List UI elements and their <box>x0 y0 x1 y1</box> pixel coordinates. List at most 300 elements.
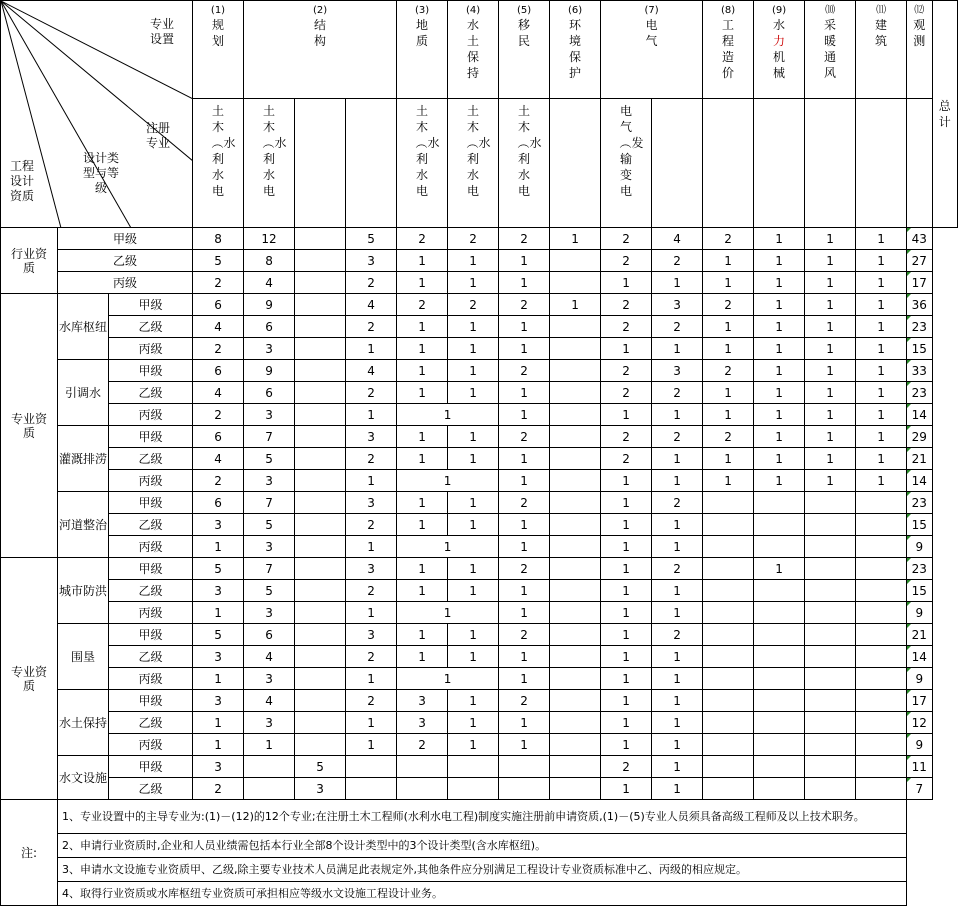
value-cell <box>754 602 805 624</box>
value-cell: 1 <box>856 250 907 272</box>
value-cell: 2 <box>601 294 652 316</box>
registered-empty <box>346 99 397 228</box>
table-row <box>1 404 958 426</box>
total-cell: 14 <box>907 646 932 668</box>
value-cell: 1 <box>703 316 754 338</box>
value-cell: 1 <box>193 734 244 756</box>
value-cell: 6 <box>244 316 295 338</box>
value-cell: 2 <box>703 228 754 250</box>
value-cell <box>805 492 856 514</box>
table-row <box>1 712 958 734</box>
value-cell <box>295 228 346 250</box>
value-cell <box>805 668 856 690</box>
value-cell <box>754 624 805 646</box>
value-cell: 1 <box>346 602 397 624</box>
value-cell <box>703 602 754 624</box>
value-cell: 1 <box>448 514 499 536</box>
value-cell: 1 <box>448 734 499 756</box>
value-cell: 1 <box>550 228 601 250</box>
value-cell: 2 <box>601 316 652 338</box>
design-type-label: 灌溉排涝 <box>58 426 109 492</box>
major-header: (7) 电气 <box>601 1 703 99</box>
value-cell: 5 <box>244 580 295 602</box>
value-cell <box>856 536 907 558</box>
grade-label: 乙级 <box>109 580 193 602</box>
value-cell: 2 <box>703 294 754 316</box>
table-row <box>1 536 958 558</box>
total-cell: 12 <box>907 712 932 734</box>
table-row <box>1 250 958 272</box>
value-cell <box>856 756 907 778</box>
total-cell: 15 <box>907 338 932 360</box>
value-cell: 1 <box>448 580 499 602</box>
value-cell <box>295 338 346 360</box>
value-cell: 4 <box>652 228 703 250</box>
value-cell <box>703 734 754 756</box>
value-cell <box>295 316 346 338</box>
value-cell <box>295 514 346 536</box>
corner-label-qualification: 工程设计资质 <box>9 159 34 203</box>
notes-label: 注: <box>1 800 58 906</box>
value-cell: 1 <box>448 558 499 580</box>
value-cell: 5 <box>346 228 397 250</box>
value-cell: 3 <box>193 690 244 712</box>
value-cell <box>754 536 805 558</box>
value-cell: 2 <box>346 382 397 404</box>
design-type-label: 水库枢纽 <box>58 294 109 360</box>
value-cell <box>805 602 856 624</box>
value-cell: 7 <box>244 492 295 514</box>
grade-label: 甲级 <box>109 558 193 580</box>
value-cell <box>805 558 856 580</box>
value-cell: 2 <box>601 250 652 272</box>
header-corner <box>1 1 193 228</box>
value-cell <box>703 536 754 558</box>
value-cell <box>295 536 346 558</box>
grade-label: 乙级 <box>109 382 193 404</box>
value-cell: 1 <box>652 690 703 712</box>
table-row <box>1 514 958 536</box>
grade-label: 乙级 <box>109 778 193 800</box>
value-cell <box>295 558 346 580</box>
value-cell: 1 <box>448 624 499 646</box>
value-cell <box>550 778 601 800</box>
value-cell: 3 <box>193 756 244 778</box>
registered-empty <box>805 99 856 228</box>
registered-empty <box>754 99 805 228</box>
value-cell: 1 <box>805 250 856 272</box>
table-row <box>1 778 958 800</box>
value-cell: 1 <box>754 360 805 382</box>
value-cell: 1 <box>703 470 754 492</box>
value-cell: 6 <box>193 426 244 448</box>
value-cell <box>448 778 499 800</box>
value-cell: 1 <box>499 470 550 492</box>
value-cell: 1 <box>754 558 805 580</box>
corner-label-registered-major: 注册专业 <box>145 121 170 150</box>
value-cell <box>856 624 907 646</box>
design-type-label: 城市防洪 <box>58 558 109 624</box>
value-cell: 1 <box>856 228 907 250</box>
value-cell: 4 <box>193 382 244 404</box>
table-row <box>1 272 958 294</box>
value-cell: 1 <box>703 404 754 426</box>
value-cell: 2 <box>193 404 244 426</box>
value-cell: 1 <box>601 558 652 580</box>
value-cell: 1 <box>601 404 652 426</box>
total-cell: 21 <box>907 448 932 470</box>
value-cell: 1 <box>754 272 805 294</box>
grade-label: 乙级 <box>109 316 193 338</box>
value-cell <box>805 536 856 558</box>
value-cell <box>346 778 397 800</box>
value-cell <box>550 316 601 338</box>
value-cell: 1 <box>652 646 703 668</box>
value-cell <box>754 492 805 514</box>
value-cell <box>295 360 346 382</box>
total-cell: 33 <box>907 360 932 382</box>
value-cell: 1 <box>703 272 754 294</box>
value-cell <box>295 426 346 448</box>
value-cell: 1 <box>856 338 907 360</box>
value-cell: 1 <box>448 360 499 382</box>
value-cell: 2 <box>601 382 652 404</box>
value-cell: 3 <box>244 338 295 360</box>
value-cell: 2 <box>193 338 244 360</box>
value-cell <box>550 756 601 778</box>
value-cell: 1 <box>397 602 499 624</box>
value-cell: 5 <box>193 250 244 272</box>
value-cell <box>703 624 754 646</box>
grade-label: 丙级 <box>58 272 193 294</box>
note-row <box>1 800 958 834</box>
note-text: 3、申请水文设施专业资质甲、乙级,除主要专业技术人员满足此表规定外,其他条件应分别满足工程设计专业资质标准中乙、丙级的相应规定。 <box>58 858 907 882</box>
value-cell <box>295 470 346 492</box>
value-cell <box>550 712 601 734</box>
value-cell <box>754 778 805 800</box>
value-cell <box>295 668 346 690</box>
value-cell: 7 <box>244 558 295 580</box>
value-cell: 7 <box>244 426 295 448</box>
value-cell <box>550 580 601 602</box>
value-cell: 1 <box>346 536 397 558</box>
value-cell <box>295 382 346 404</box>
table-row <box>1 316 958 338</box>
table-row <box>1 382 958 404</box>
value-cell: 2 <box>652 250 703 272</box>
value-cell: 2 <box>601 756 652 778</box>
value-cell: 1 <box>397 272 448 294</box>
value-cell: 1 <box>856 470 907 492</box>
value-cell: 1 <box>601 272 652 294</box>
value-cell: 1 <box>601 712 652 734</box>
value-cell <box>703 580 754 602</box>
major-header: (9) 水力机械 <box>754 1 805 99</box>
value-cell: 2 <box>499 360 550 382</box>
value-cell: 1 <box>805 228 856 250</box>
value-cell: 3 <box>244 404 295 426</box>
value-cell: 8 <box>244 250 295 272</box>
value-cell: 1 <box>652 272 703 294</box>
value-cell <box>754 756 805 778</box>
value-cell: 3 <box>346 492 397 514</box>
value-cell: 1 <box>601 734 652 756</box>
value-cell: 1 <box>652 734 703 756</box>
value-cell: 3 <box>193 580 244 602</box>
value-cell: 1 <box>652 756 703 778</box>
total-cell: 21 <box>907 624 932 646</box>
value-cell <box>295 250 346 272</box>
value-cell: 1 <box>397 404 499 426</box>
value-cell: 1 <box>397 316 448 338</box>
value-cell <box>856 492 907 514</box>
value-cell: 1 <box>601 470 652 492</box>
corner-label-design-type: 设计类型与等级 <box>82 151 119 195</box>
grade-label: 丙级 <box>109 734 193 756</box>
value-cell: 1 <box>499 668 550 690</box>
value-cell: 1 <box>652 404 703 426</box>
value-cell: 1 <box>754 228 805 250</box>
value-cell: 1 <box>754 382 805 404</box>
value-cell: 1 <box>397 382 448 404</box>
value-cell: 1 <box>601 536 652 558</box>
note-text: 1、专业设置中的主导专业为:(1)－(12)的12个专业;在注册土木工程师(水利水电工程)制度实施注册前申请资质,(1)－(5)专业人员须具备高级工程师及以上技术职务。 <box>58 800 907 834</box>
section-label: 专业资质 <box>1 558 58 800</box>
table-row <box>1 228 958 250</box>
value-cell <box>295 492 346 514</box>
value-cell: 1 <box>499 404 550 426</box>
value-cell <box>805 778 856 800</box>
industry-label: 行业资质 <box>1 228 58 294</box>
value-cell <box>295 448 346 470</box>
value-cell: 1 <box>448 316 499 338</box>
value-cell: 6 <box>193 492 244 514</box>
table-row <box>1 580 958 602</box>
grade-label: 乙级 <box>109 646 193 668</box>
table-row <box>1 492 958 514</box>
value-cell <box>856 602 907 624</box>
value-cell: 1 <box>397 426 448 448</box>
table-row <box>1 426 958 448</box>
value-cell: 1 <box>754 404 805 426</box>
value-cell: 1 <box>754 470 805 492</box>
grade-label: 甲级 <box>109 492 193 514</box>
value-cell: 5 <box>193 624 244 646</box>
value-cell: 1 <box>448 272 499 294</box>
grade-label: 乙级 <box>109 712 193 734</box>
value-cell: 1 <box>805 316 856 338</box>
value-cell <box>295 734 346 756</box>
value-cell: 1 <box>601 492 652 514</box>
table-row <box>1 668 958 690</box>
value-cell: 1 <box>397 624 448 646</box>
value-cell: 1 <box>397 668 499 690</box>
total-header: 总计 <box>932 1 957 228</box>
major-header: (8) 工程造价 <box>703 1 754 99</box>
value-cell: 3 <box>397 712 448 734</box>
value-cell <box>295 272 346 294</box>
value-cell <box>550 250 601 272</box>
value-cell: 1 <box>601 580 652 602</box>
value-cell: 2 <box>652 316 703 338</box>
note-row <box>1 834 958 858</box>
value-cell <box>754 734 805 756</box>
table-row <box>1 448 958 470</box>
note-row <box>1 882 958 906</box>
value-cell <box>550 514 601 536</box>
major-header: (3) 地质 <box>397 1 448 99</box>
value-cell: 1 <box>499 448 550 470</box>
value-cell <box>703 712 754 734</box>
value-cell: 1 <box>397 338 448 360</box>
value-cell: 1 <box>601 690 652 712</box>
value-cell: 3 <box>652 360 703 382</box>
value-cell <box>703 646 754 668</box>
value-cell: 1 <box>346 734 397 756</box>
table-row <box>1 734 958 756</box>
value-cell: 2 <box>601 426 652 448</box>
value-cell: 5 <box>244 448 295 470</box>
value-cell: 2 <box>652 624 703 646</box>
value-cell <box>703 514 754 536</box>
value-cell: 1 <box>346 712 397 734</box>
value-cell: 2 <box>499 690 550 712</box>
value-cell: 1 <box>499 272 550 294</box>
value-cell: 4 <box>193 448 244 470</box>
value-cell: 1 <box>397 492 448 514</box>
value-cell <box>499 756 550 778</box>
value-cell <box>346 756 397 778</box>
value-cell: 3 <box>193 646 244 668</box>
value-cell: 1 <box>448 382 499 404</box>
value-cell: 1 <box>703 448 754 470</box>
value-cell: 1 <box>448 646 499 668</box>
value-cell: 1 <box>397 558 448 580</box>
value-cell: 1 <box>754 250 805 272</box>
value-cell: 2 <box>448 294 499 316</box>
value-cell: 2 <box>703 426 754 448</box>
value-cell: 9 <box>244 360 295 382</box>
value-cell <box>703 690 754 712</box>
value-cell: 2 <box>346 690 397 712</box>
value-cell <box>754 580 805 602</box>
value-cell: 1 <box>193 668 244 690</box>
value-cell <box>805 624 856 646</box>
value-cell: 3 <box>244 602 295 624</box>
value-cell <box>499 778 550 800</box>
value-cell <box>550 668 601 690</box>
total-cell: 9 <box>907 734 932 756</box>
value-cell: 1 <box>499 250 550 272</box>
value-cell: 9 <box>244 294 295 316</box>
value-cell: 6 <box>193 294 244 316</box>
value-cell: 3 <box>397 690 448 712</box>
value-cell: 1 <box>754 294 805 316</box>
value-cell: 5 <box>193 558 244 580</box>
value-cell: 1 <box>193 712 244 734</box>
grade-label: 甲级 <box>109 360 193 382</box>
value-cell: 1 <box>856 294 907 316</box>
registered-civil: 土木︵水利水电 <box>499 99 550 228</box>
value-cell <box>856 558 907 580</box>
value-cell: 1 <box>652 778 703 800</box>
major-header: (1) 规划 <box>193 1 244 99</box>
value-cell: 1 <box>397 514 448 536</box>
value-cell: 1 <box>448 712 499 734</box>
registered-civil: 土木︵水利水电 <box>244 99 295 228</box>
value-cell: 1 <box>652 448 703 470</box>
value-cell: 1 <box>499 316 550 338</box>
value-cell <box>295 712 346 734</box>
value-cell <box>550 470 601 492</box>
value-cell: 1 <box>601 624 652 646</box>
value-cell: 1 <box>856 404 907 426</box>
value-cell <box>397 778 448 800</box>
registered-civil: 土木︵水利水电 <box>397 99 448 228</box>
value-cell: 1 <box>805 360 856 382</box>
grade-label: 乙级 <box>109 448 193 470</box>
total-cell: 15 <box>907 580 932 602</box>
value-cell: 1 <box>346 668 397 690</box>
grade-label: 甲级 <box>109 756 193 778</box>
value-cell <box>856 580 907 602</box>
design-type-label: 河道整治 <box>58 492 109 558</box>
value-cell: 1 <box>397 250 448 272</box>
section-label: 专业资质 <box>1 294 58 558</box>
value-cell <box>805 734 856 756</box>
value-cell: 4 <box>346 294 397 316</box>
value-cell: 3 <box>244 536 295 558</box>
value-cell: 3 <box>346 558 397 580</box>
value-cell: 1 <box>652 668 703 690</box>
value-cell: 1 <box>856 426 907 448</box>
value-cell: 1 <box>601 668 652 690</box>
table-row <box>1 294 958 316</box>
value-cell: 2 <box>499 624 550 646</box>
value-cell <box>703 778 754 800</box>
value-cell: 1 <box>193 536 244 558</box>
value-cell <box>550 492 601 514</box>
total-cell: 7 <box>907 778 932 800</box>
value-cell: 2 <box>346 514 397 536</box>
value-cell <box>856 690 907 712</box>
value-cell: 1 <box>499 580 550 602</box>
value-cell <box>856 778 907 800</box>
value-cell: 1 <box>499 712 550 734</box>
registered-civil: 土木︵水利水电 <box>193 99 244 228</box>
value-cell <box>805 514 856 536</box>
value-cell: 2 <box>601 360 652 382</box>
value-cell: 1 <box>601 514 652 536</box>
value-cell: 1 <box>754 338 805 360</box>
value-cell: 3 <box>193 514 244 536</box>
value-cell: 1 <box>754 448 805 470</box>
value-cell: 1 <box>652 602 703 624</box>
value-cell: 2 <box>448 228 499 250</box>
value-cell: 3 <box>295 778 346 800</box>
total-cell: 17 <box>907 690 932 712</box>
value-cell <box>856 646 907 668</box>
grade-label: 甲级 <box>109 294 193 316</box>
value-cell: 2 <box>346 272 397 294</box>
value-cell <box>856 734 907 756</box>
grade-label: 乙级 <box>109 514 193 536</box>
value-cell <box>295 646 346 668</box>
value-cell <box>550 558 601 580</box>
value-cell: 1 <box>346 404 397 426</box>
value-cell <box>550 426 601 448</box>
value-cell: 1 <box>805 382 856 404</box>
